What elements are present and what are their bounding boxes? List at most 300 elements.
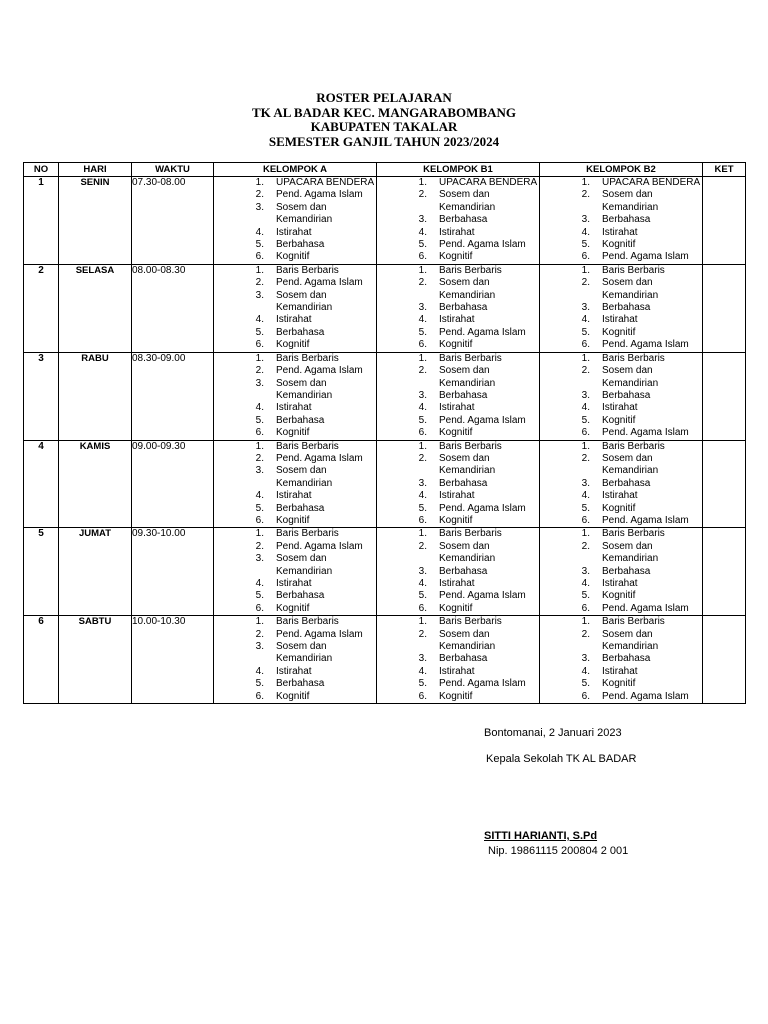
list-item-text: Pend. Agama Islam xyxy=(276,540,363,552)
list-item xyxy=(377,427,539,439)
subject-list xyxy=(214,265,376,352)
cell-no: 3 xyxy=(24,352,59,440)
list-item xyxy=(377,629,539,654)
list-item-number: 2 . xyxy=(377,365,427,390)
list-item-number: 1 . xyxy=(377,353,427,365)
list-item-text: Pend. Agama Islam xyxy=(602,690,689,702)
list-item-text: Istirahat xyxy=(602,578,638,589)
list-item xyxy=(540,251,702,263)
list-item xyxy=(540,227,702,239)
list-item-text: Berbahasa xyxy=(276,502,325,514)
cell-kelompok-b1 xyxy=(377,352,540,440)
list-item-number: 3 . xyxy=(377,566,427,578)
list-item-text: Berbahasa xyxy=(602,653,651,665)
list-item-text: Baris Berbaris xyxy=(276,264,339,276)
list-item-text: Baris Berbaris xyxy=(439,616,502,628)
list-item-number: 2 . xyxy=(214,541,264,553)
list-item xyxy=(214,578,376,590)
list-item xyxy=(214,541,376,553)
list-item-text: Sosem dan Kemandirian xyxy=(439,540,496,565)
list-item-text: Berbahasa xyxy=(602,214,651,226)
list-item xyxy=(214,202,376,227)
list-item-text: Kognitif xyxy=(276,514,310,526)
list-item xyxy=(540,566,702,578)
list-item xyxy=(377,515,539,527)
list-item-text: Istirahat xyxy=(439,490,475,502)
list-item xyxy=(377,541,539,566)
cell-kelompok-b1 xyxy=(377,616,540,704)
cell-waktu: 09.00-09.30 xyxy=(132,440,214,528)
table-header-row xyxy=(24,163,746,177)
cell-no: 2 xyxy=(24,264,59,352)
cell-no: 4 xyxy=(24,440,59,528)
list-item-text: Istirahat xyxy=(602,490,638,502)
cell-kelompok-b2 xyxy=(540,177,703,265)
list-item-number: 6 . xyxy=(377,251,427,263)
list-item-number: 5 . xyxy=(214,678,264,690)
list-item-text: Pend. Agama Islam xyxy=(276,189,363,201)
subject-list xyxy=(214,353,376,440)
list-item xyxy=(214,427,376,439)
list-item xyxy=(214,616,376,628)
list-item xyxy=(377,302,539,314)
cell-hari: JUMAT xyxy=(59,528,132,616)
list-item-number: 6 . xyxy=(214,251,264,263)
list-item xyxy=(214,378,376,403)
list-item-number: 4 . xyxy=(377,402,427,414)
list-item-number: 5 . xyxy=(540,415,590,427)
list-item-text: Sosem dan Kemandirian xyxy=(602,189,659,213)
list-item-number: 3 . xyxy=(214,641,264,666)
cell-hari: SELASA xyxy=(59,264,132,352)
list-item-text: Sosem dan Kemandirian xyxy=(602,365,659,389)
list-item xyxy=(540,177,702,189)
list-item xyxy=(377,251,539,263)
list-item-number: 6 . xyxy=(214,427,264,439)
cell-kelompok-a xyxy=(214,177,377,265)
list-item-number: 4 . xyxy=(377,578,427,590)
list-item xyxy=(214,465,376,490)
list-item-number: 3 . xyxy=(540,302,590,314)
list-item xyxy=(540,277,702,302)
list-item-text: Sosem dan Kemandirian xyxy=(602,540,659,565)
cell-waktu: 07.30-08.00 xyxy=(132,177,214,265)
list-item-text: Kognitif xyxy=(276,602,310,614)
list-item-text: Baris Berbaris xyxy=(276,352,339,364)
list-item-text: Pend. Agama Islam xyxy=(439,502,526,514)
list-item-number: 2 . xyxy=(540,277,590,302)
list-item xyxy=(540,415,702,427)
list-item xyxy=(214,629,376,641)
list-item-text: Baris Berbaris xyxy=(276,440,339,452)
list-item xyxy=(540,590,702,602)
list-item xyxy=(214,314,376,326)
table-row xyxy=(24,352,746,440)
list-item xyxy=(214,177,376,189)
list-item xyxy=(540,666,702,678)
list-item-number: 5 . xyxy=(377,678,427,690)
list-item xyxy=(540,453,702,478)
list-item xyxy=(214,239,376,251)
list-item-number: 3 . xyxy=(214,465,264,490)
list-item xyxy=(377,314,539,326)
list-item-number: 3 . xyxy=(540,214,590,226)
list-item xyxy=(377,415,539,427)
list-item xyxy=(377,590,539,602)
cell-kelompok-a xyxy=(214,616,377,704)
header-kelompok-b2: KELOMPOK B2 xyxy=(540,163,703,177)
list-item xyxy=(214,678,376,690)
list-item-number: 1 . xyxy=(214,177,264,189)
list-item xyxy=(214,666,376,678)
list-item-number: 2 . xyxy=(540,629,590,654)
list-item-number: 4 . xyxy=(214,227,264,239)
roster-body xyxy=(24,177,746,704)
list-item-text: Berbahasa xyxy=(602,302,651,314)
list-item xyxy=(214,365,376,377)
list-item-text: Istirahat xyxy=(602,665,638,677)
list-item xyxy=(540,478,702,490)
list-item-number: 1 . xyxy=(377,616,427,628)
list-item-number: 1 . xyxy=(540,616,590,628)
title-line-4: SEMESTER GANJIL TAHUN 2023/2024 xyxy=(268,133,500,149)
list-item xyxy=(377,503,539,515)
list-item-number: 5 . xyxy=(540,678,590,690)
list-item xyxy=(214,402,376,414)
list-item-number: 2 . xyxy=(214,365,264,377)
list-item-number: 4 . xyxy=(214,666,264,678)
list-item-number: 2 . xyxy=(540,365,590,390)
list-item xyxy=(377,578,539,590)
list-item-text: Baris Berbaris xyxy=(276,616,339,628)
cell-kelompok-b1 xyxy=(377,440,540,528)
list-item xyxy=(214,553,376,578)
list-item-text: Kognitif xyxy=(439,514,473,526)
list-item xyxy=(214,441,376,453)
list-item-text: Baris Berbaris xyxy=(602,528,665,540)
cell-kelompok-b2 xyxy=(540,528,703,616)
list-item-text: Pend. Agama Islam xyxy=(276,365,363,377)
subject-list xyxy=(540,616,702,703)
list-item xyxy=(540,402,702,414)
list-item-text: Berbahasa xyxy=(276,326,325,338)
subject-list xyxy=(540,265,702,352)
list-item-text: Istirahat xyxy=(439,226,475,238)
list-item-number: 3 . xyxy=(214,202,264,227)
list-item-text: Sosem dan Kemandirian xyxy=(276,465,333,489)
list-item-text: Kognitif xyxy=(439,251,473,263)
cell-kelompok-a xyxy=(214,352,377,440)
list-item-number: 3 . xyxy=(540,390,590,402)
list-item-number: 2 . xyxy=(540,453,590,478)
list-item-number: 1 . xyxy=(540,265,590,277)
list-item-text: Berbahasa xyxy=(602,389,651,401)
list-item-text: Baris Berbaris xyxy=(602,264,665,276)
list-item xyxy=(540,603,702,615)
list-item xyxy=(377,490,539,502)
list-item-number: 5 . xyxy=(540,503,590,515)
list-item-number: 4 . xyxy=(377,314,427,326)
list-item xyxy=(214,290,376,315)
list-item xyxy=(214,515,376,527)
list-item-number: 4 . xyxy=(540,314,590,326)
list-item-number: 4 . xyxy=(540,402,590,414)
list-item-number: 5 . xyxy=(377,239,427,251)
list-item xyxy=(540,189,702,214)
list-item xyxy=(540,390,702,402)
list-item-text: Istirahat xyxy=(439,314,475,326)
cell-kelompok-b1 xyxy=(377,264,540,352)
list-item xyxy=(377,528,539,540)
list-item xyxy=(377,478,539,490)
cell-waktu: 10.00-10.30 xyxy=(132,616,214,704)
list-item-text: Istirahat xyxy=(602,402,638,414)
list-item-text: Pend. Agama Islam xyxy=(602,602,689,614)
cell-no: 1 xyxy=(24,177,59,265)
list-item-text: Sosem dan Kemandirian xyxy=(602,452,659,477)
cell-hari: SABTU xyxy=(59,616,132,704)
subject-list xyxy=(377,528,539,615)
list-item xyxy=(540,678,702,690)
roster-table xyxy=(23,162,746,704)
subject-list xyxy=(214,616,376,703)
subject-list xyxy=(377,177,539,264)
list-item xyxy=(377,441,539,453)
list-item-text: Istirahat xyxy=(439,402,475,414)
cell-no: 5 xyxy=(24,528,59,616)
list-item-number: 1 . xyxy=(377,265,427,277)
subject-list xyxy=(377,616,539,703)
list-item-number: 6 . xyxy=(540,603,590,615)
signature-position: Kepala Sekolah TK AL BADAR xyxy=(486,753,637,765)
list-item-text: Pend. Agama Islam xyxy=(439,414,526,426)
list-item-number: 3 . xyxy=(377,478,427,490)
list-item-number: 2 . xyxy=(540,541,590,566)
list-item-text: Kognitif xyxy=(602,678,636,690)
table-row xyxy=(24,528,746,616)
list-item xyxy=(377,390,539,402)
list-item-number: 2 . xyxy=(214,453,264,465)
list-item-number: 2 . xyxy=(377,189,427,214)
list-item-number: 3 . xyxy=(377,653,427,665)
list-item-text: Kognitif xyxy=(439,602,473,614)
list-item-text: Berbahasa xyxy=(439,653,488,665)
cell-no: 6 xyxy=(24,616,59,704)
list-item-number: 5 . xyxy=(540,327,590,339)
list-item-number: 2 . xyxy=(214,189,264,201)
list-item-number: 3 . xyxy=(377,390,427,402)
cell-hari: SENIN xyxy=(59,177,132,265)
list-item xyxy=(377,339,539,351)
list-item xyxy=(377,277,539,302)
list-item-number: 6 . xyxy=(377,427,427,439)
list-item xyxy=(214,590,376,602)
list-item xyxy=(214,490,376,502)
list-item xyxy=(540,503,702,515)
list-item-text: Pend. Agama Islam xyxy=(602,251,689,263)
list-item-text: Sosem dan Kemandirian xyxy=(602,628,659,653)
list-item xyxy=(540,528,702,540)
list-item-number: 3 . xyxy=(214,553,264,578)
list-item xyxy=(540,239,702,251)
list-item-text: Berbahasa xyxy=(276,678,325,690)
list-item-text: Istirahat xyxy=(276,226,312,238)
list-item xyxy=(377,265,539,277)
list-item xyxy=(377,691,539,703)
list-item xyxy=(377,365,539,390)
list-item-number: 4 . xyxy=(377,490,427,502)
table-row xyxy=(24,616,746,704)
list-item-number: 6 . xyxy=(214,339,264,351)
list-item xyxy=(377,177,539,189)
list-item xyxy=(540,541,702,566)
list-item-number: 3 . xyxy=(540,566,590,578)
list-item-number: 5 . xyxy=(540,239,590,251)
list-item xyxy=(214,251,376,263)
list-item-text: Pend. Agama Islam xyxy=(276,452,363,464)
subject-list xyxy=(540,528,702,615)
list-item-number: 1 . xyxy=(214,441,264,453)
list-item-number: 5 . xyxy=(377,590,427,602)
list-item-text: Pend. Agama Islam xyxy=(602,339,689,351)
cell-kelompok-b2 xyxy=(540,440,703,528)
list-item-number: 3 . xyxy=(377,214,427,226)
list-item-number: 5 . xyxy=(214,327,264,339)
list-item-text: Berbahasa xyxy=(439,302,488,314)
list-item xyxy=(540,353,702,365)
cell-hari: KAMIS xyxy=(59,440,132,528)
list-item-text: Pend. Agama Islam xyxy=(439,239,526,251)
title-line-3: KABUPATEN TAKALAR xyxy=(310,119,458,134)
table-row xyxy=(24,440,746,528)
header-hari: HARI xyxy=(59,163,132,177)
list-item-number: 6 . xyxy=(540,427,590,439)
list-item-text: UPACARA BENDERA xyxy=(276,177,375,188)
list-item-number: 6 . xyxy=(214,691,264,703)
list-item-text: Berbahasa xyxy=(602,565,651,577)
list-item-text: Kognitif xyxy=(602,326,636,338)
list-item xyxy=(214,415,376,427)
cell-kelompok-b2 xyxy=(540,264,703,352)
list-item-text: Sosem dan Kemandirian xyxy=(439,189,496,213)
list-item-number: 1 . xyxy=(377,528,427,540)
subject-list xyxy=(214,441,376,528)
list-item-number: 6 . xyxy=(540,515,590,527)
list-item-number: 5 . xyxy=(214,503,264,515)
list-item xyxy=(214,641,376,666)
list-item-text: Baris Berbaris xyxy=(602,440,665,452)
list-item xyxy=(540,490,702,502)
list-item-text: Pend. Agama Islam xyxy=(276,277,363,289)
list-item xyxy=(377,653,539,665)
list-item xyxy=(377,666,539,678)
list-item-number: 5 . xyxy=(377,327,427,339)
cell-kelompok-a xyxy=(214,264,377,352)
list-item-text: Sosem dan Kemandirian xyxy=(602,277,659,301)
list-item-text: Istirahat xyxy=(276,490,312,502)
cell-ket xyxy=(703,177,746,265)
list-item xyxy=(540,339,702,351)
list-item xyxy=(214,277,376,289)
cell-kelompok-b2 xyxy=(540,616,703,704)
list-item-text: Istirahat xyxy=(602,314,638,326)
list-item xyxy=(540,441,702,453)
document-title xyxy=(0,91,768,149)
signature-nip: Nip. 19861115 200804 2 001 xyxy=(488,845,629,857)
list-item-number: 6 . xyxy=(377,515,427,527)
list-item-number: 5 . xyxy=(214,590,264,602)
list-item-text: Sosem dan Kemandirian xyxy=(439,452,496,477)
list-item xyxy=(377,453,539,478)
list-item-number: 5 . xyxy=(377,503,427,515)
list-item-text: UPACARA BENDERA xyxy=(439,177,538,188)
cell-kelompok-b1 xyxy=(377,528,540,616)
cell-waktu: 08.00-08.30 xyxy=(132,264,214,352)
list-item-text: Istirahat xyxy=(276,665,312,677)
list-item-text: Kognitif xyxy=(602,239,636,251)
list-item-text: Berbahasa xyxy=(439,214,488,226)
title-line-2: TK AL BADAR KEC. MANGARABOMBANG xyxy=(252,104,516,120)
list-item-text: Berbahasa xyxy=(439,565,488,577)
list-item-number: 1 . xyxy=(214,528,264,540)
list-item xyxy=(540,365,702,390)
list-item xyxy=(540,302,702,314)
list-item xyxy=(540,578,702,590)
list-item-number: 3 . xyxy=(214,378,264,403)
list-item xyxy=(214,528,376,540)
list-item xyxy=(540,427,702,439)
list-item xyxy=(540,314,702,326)
subject-list xyxy=(540,441,702,528)
list-item-text: Pend. Agama Islam xyxy=(276,628,363,640)
list-item-text: Pend. Agama Islam xyxy=(602,427,689,439)
list-item xyxy=(377,603,539,615)
list-item-number: 5 . xyxy=(540,590,590,602)
list-item-text: Baris Berbaris xyxy=(276,528,339,540)
list-item xyxy=(540,616,702,628)
list-item-number: 1 . xyxy=(377,177,427,189)
list-item-number: 2 . xyxy=(377,541,427,566)
subject-list xyxy=(377,441,539,528)
cell-kelompok-b2 xyxy=(540,352,703,440)
list-item-number: 1 . xyxy=(214,265,264,277)
subject-list xyxy=(377,353,539,440)
list-item-text: Berbahasa xyxy=(276,239,325,251)
list-item-number: 4 . xyxy=(540,490,590,502)
list-item-text: Kognitif xyxy=(276,427,310,439)
list-item-number: 2 . xyxy=(214,277,264,289)
list-item xyxy=(214,265,376,277)
list-item-text: Kognitif xyxy=(602,502,636,514)
list-item xyxy=(377,214,539,226)
list-item-text: Baris Berbaris xyxy=(602,352,665,364)
list-item-number: 6 . xyxy=(540,339,590,351)
list-item-text: Pend. Agama Islam xyxy=(439,326,526,338)
header-no: NO xyxy=(24,163,59,177)
list-item-text: Baris Berbaris xyxy=(439,352,502,364)
list-item-text: Kognitif xyxy=(602,590,636,602)
list-item-text: Sosem dan Kemandirian xyxy=(439,365,496,389)
subject-list xyxy=(377,265,539,352)
list-item xyxy=(377,566,539,578)
list-item-number: 1 . xyxy=(214,353,264,365)
list-item xyxy=(377,402,539,414)
list-item-text: Pend. Agama Islam xyxy=(439,678,526,690)
list-item-number: 4 . xyxy=(214,578,264,590)
signature-name: SITTI HARIANTI, S.Pd xyxy=(484,830,598,842)
list-item-text: Pend. Agama Islam xyxy=(439,590,526,602)
list-item-number: 1 . xyxy=(540,177,590,189)
